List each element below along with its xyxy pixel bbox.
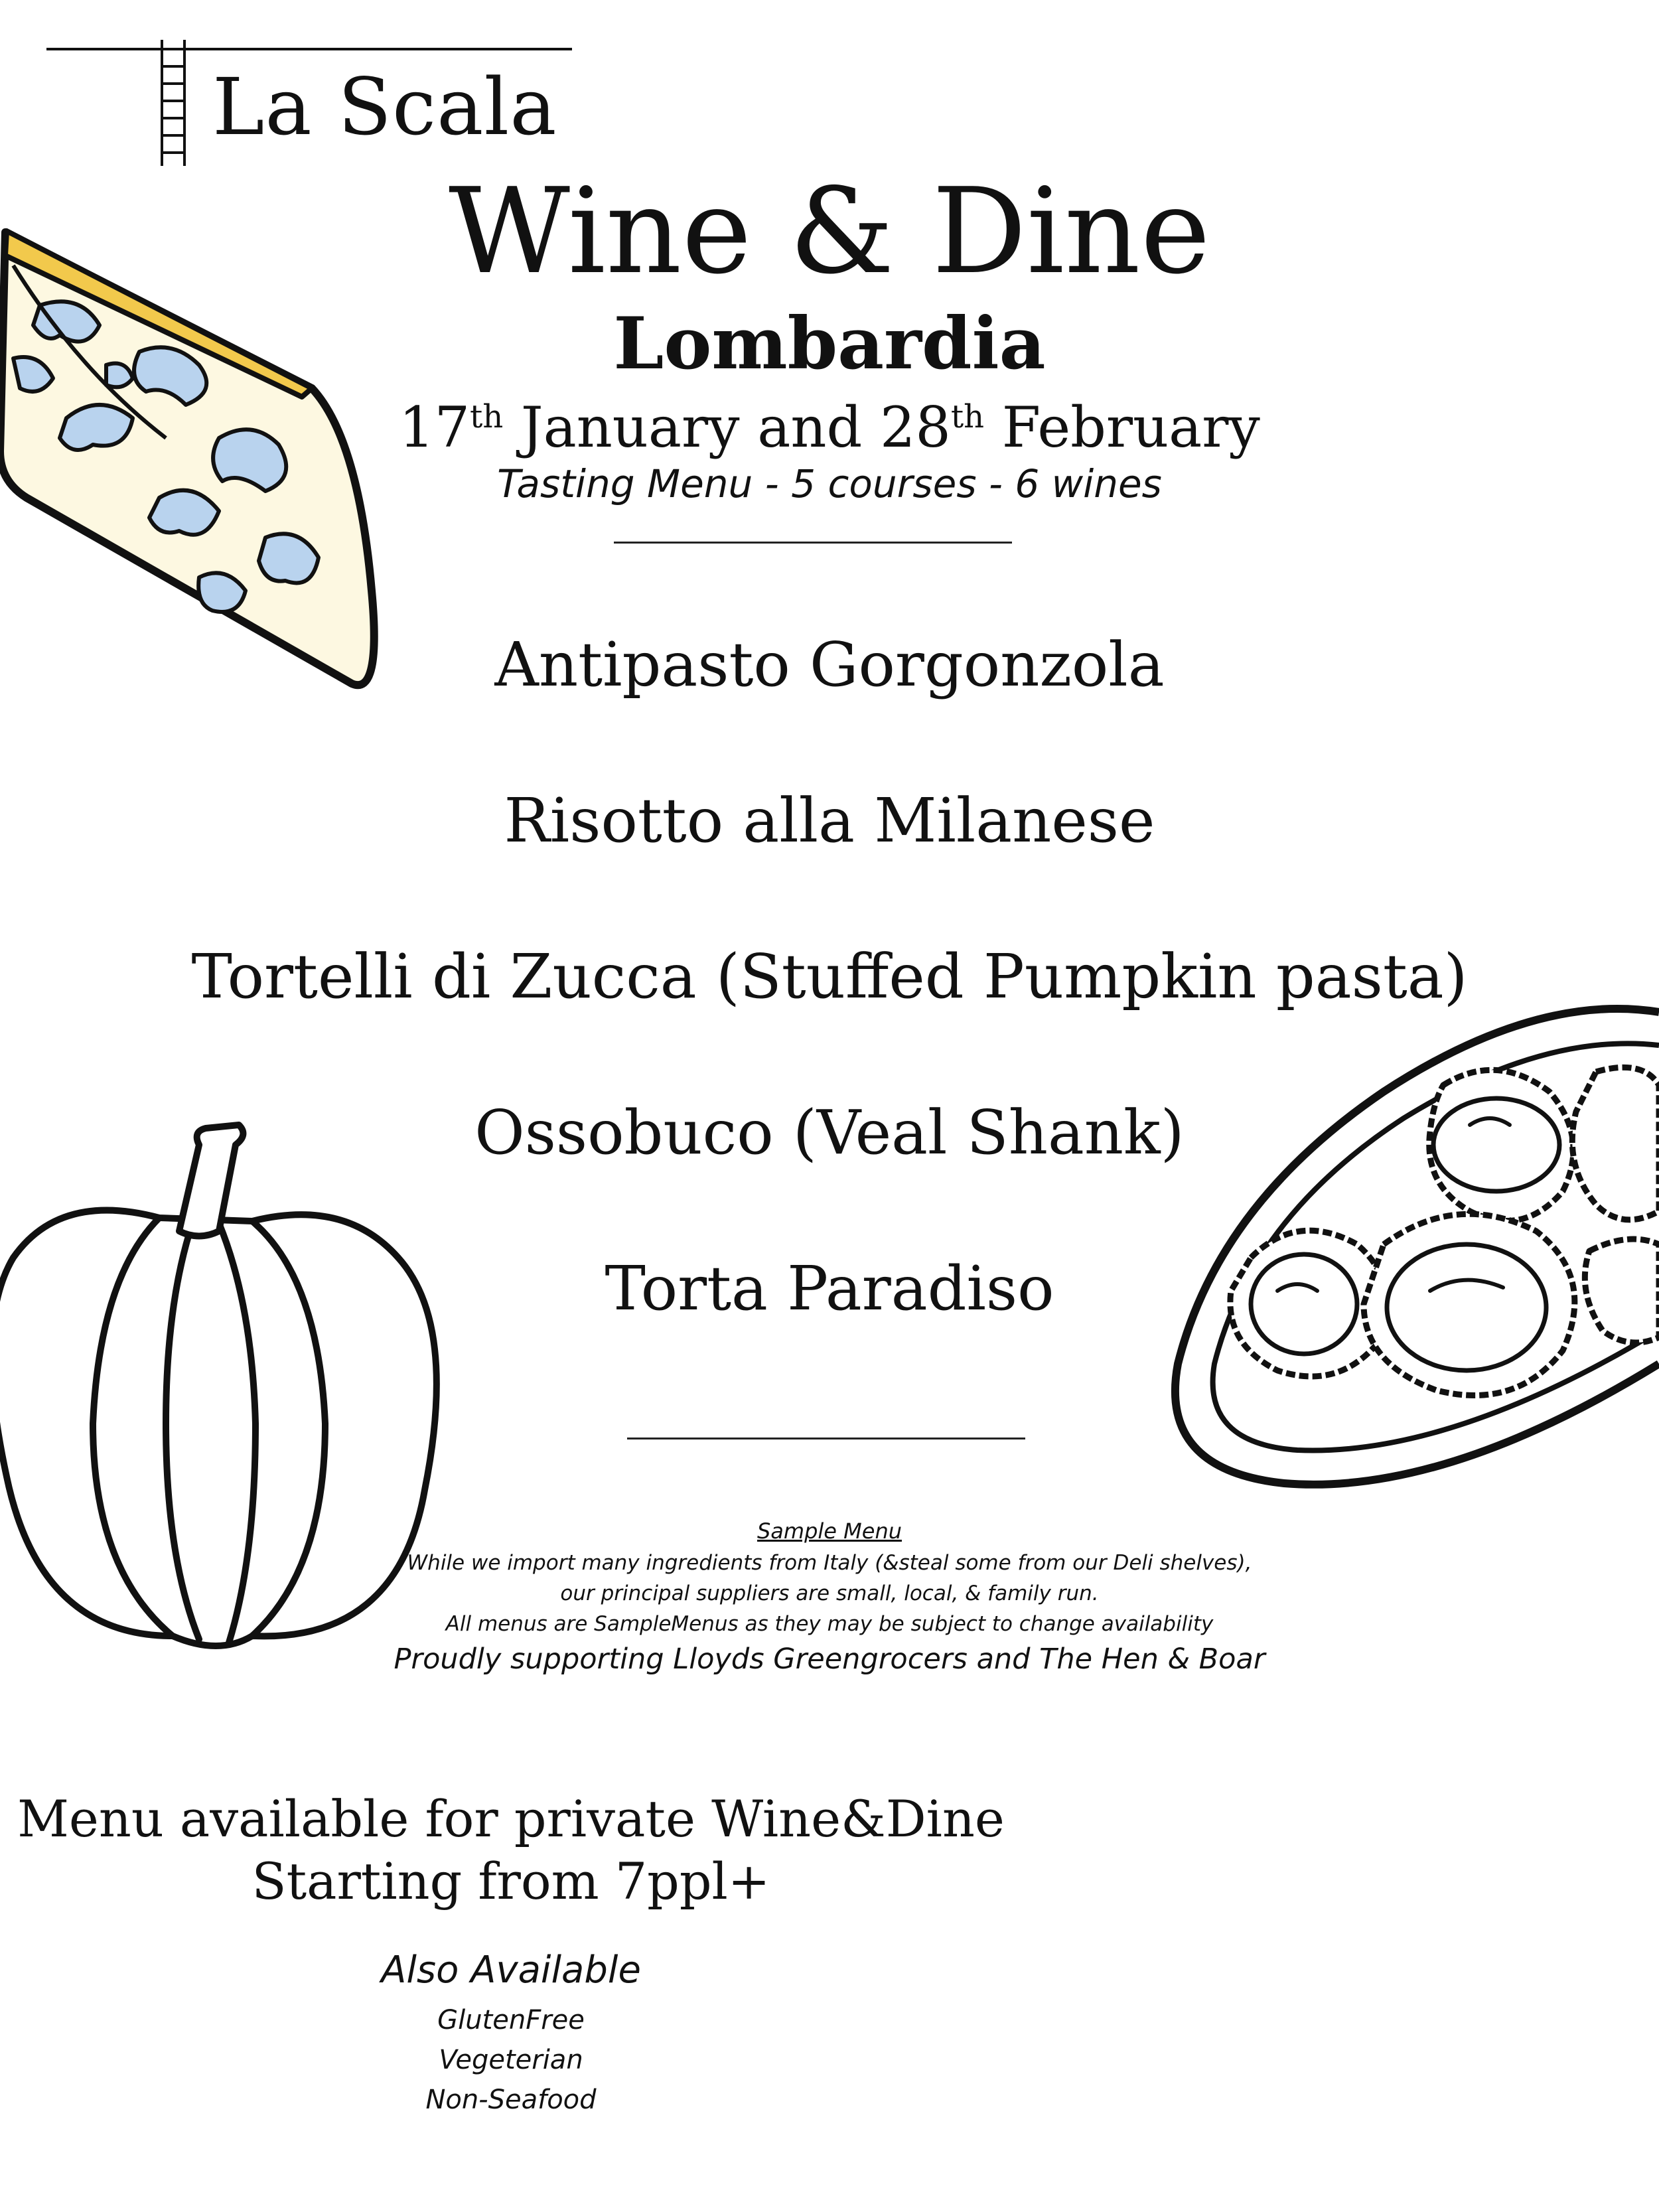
divider-bottom (627, 1438, 1025, 1439)
course-item: Tortelli di Zucca (Stuffed Pumpkin pasta) (191, 941, 1468, 1012)
course-item: Ossobuco (Veal Shank) (474, 1097, 1185, 1168)
logo-rule (46, 48, 572, 50)
supplier-support: Proudly supporting Lloyds Greengrocers and The Hen & Boar (394, 1643, 1265, 1676)
note-line: our principal suppliers are small, local, & family run. (560, 1582, 1099, 1605)
sample-menu-label: Sample Menu (757, 1518, 902, 1544)
date2-day: 28 (879, 395, 951, 460)
date1-rest: January and (503, 395, 880, 460)
ladder-logo-icon (158, 40, 188, 166)
date1-suffix: th (470, 398, 504, 435)
private-dining-line: Menu available for private Wine&Dine (17, 1789, 1005, 1848)
dietary-option: Vegeterian (439, 2045, 583, 2075)
gorgonzola-cheese-icon (0, 219, 398, 703)
course-item: Risotto alla Milanese (504, 785, 1155, 856)
divider-top (614, 542, 1012, 544)
course-item: Torta Paradiso (605, 1253, 1054, 1324)
date2-suffix: th (950, 398, 985, 435)
private-dining-minimum: Starting from 7ppl+ (252, 1852, 770, 1911)
note-line: While we import many ingredients from Italy (&steal some from our Deli shelves), (407, 1551, 1252, 1575)
also-available-title: Also Available (381, 1949, 641, 1992)
tortelli-plate-icon (1165, 992, 1659, 1510)
dietary-option: Non-Seafood (425, 2085, 597, 2115)
course-item: Antipasto Gorgonzola (494, 629, 1165, 700)
page-title: Wine & Dine (449, 163, 1210, 300)
note-line: All menus are SampleMenus as they may be subject to change availability (445, 1612, 1214, 1636)
dietary-option: GlutenFree (437, 2005, 585, 2035)
brand-name: La Scala (212, 61, 557, 153)
region-title: Lombardia (613, 302, 1046, 386)
date2-rest: February (984, 395, 1260, 460)
pumpkin-icon (0, 1105, 451, 1676)
menu-subtitle: Tasting Menu - 5 courses - 6 wines (497, 461, 1162, 506)
date1-day: 17 (399, 395, 470, 460)
